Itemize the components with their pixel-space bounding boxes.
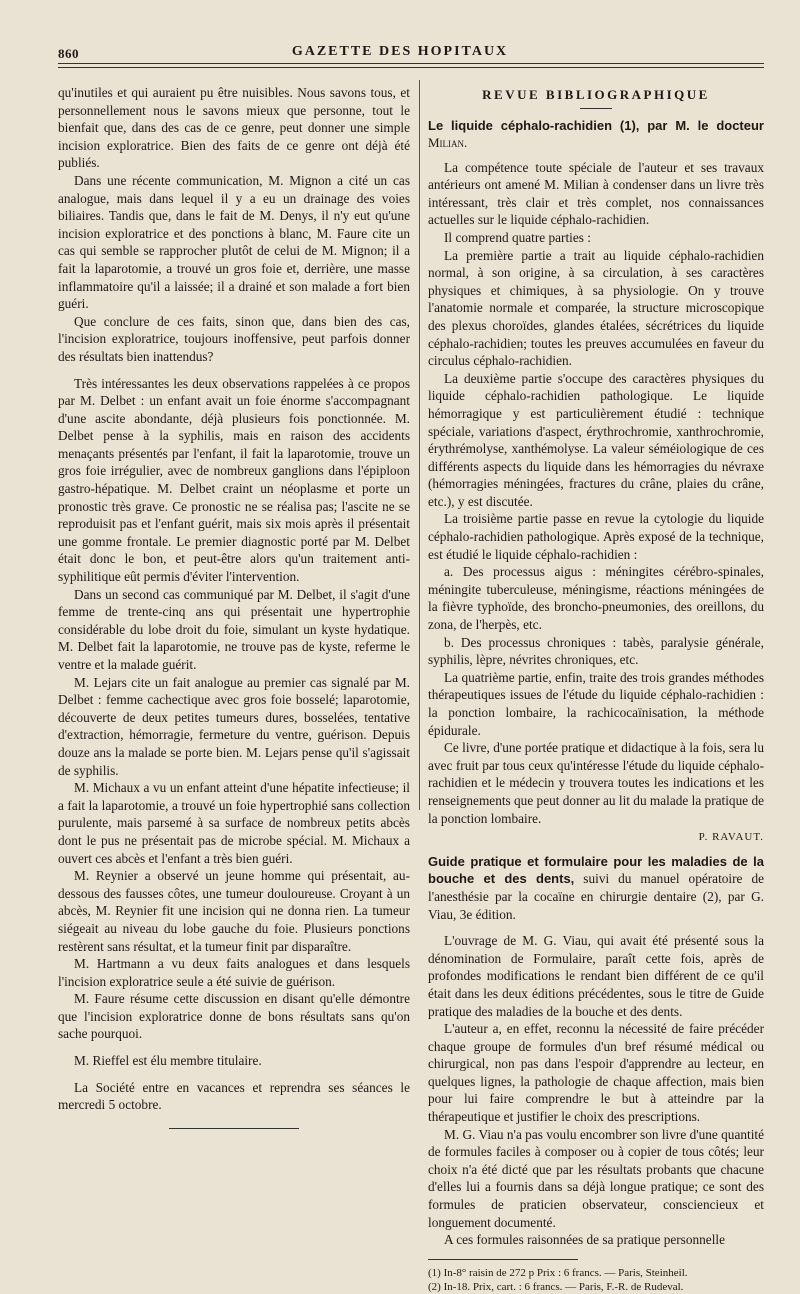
left-column	[58, 84, 410, 1129]
paragraph: Que conclure de ces faits, sinon que, dans bien des cas, l'incision exploratrice, toujours inoffensive, peut parfois donner des résultats bien inattendus?	[58, 313, 410, 364]
footnote: (1) In-8° raisin de 272 p Prix : 6 francs. — Paris, Steinheil.	[428, 1266, 688, 1279]
paragraph: A ces formules raisonnées de sa pratique personnelle	[444, 1232, 725, 1248]
header-rule	[58, 67, 764, 68]
paragraph: M. Michaux a vu un enfant atteint d'une hépatite infectieuse; il a fait la laparotomie, a trouvé un foie hypertrophié sans collection purulente, mais parsemé à sa surface de nombreux petits abcès dont le pus ne présentait pas de microbe spécial. M. Michaux a ouvert ces abcès et l'enfant a très bien guéri.	[58, 780, 410, 866]
section-rule	[580, 108, 612, 109]
paragraph: L'ouvrage de M. G. Viau, qui avait été présenté sous la dénomination de Formulaire, paraît cette fois, après de profondes modifications le rendant bien différent de ce qu'il était dans les deux éditions précédentes, sous le titre de Guide pratique des maladies de la bouche et des dents.	[428, 933, 764, 1019]
article-title	[428, 117, 764, 151]
paragraph: Dans une récente communication, M. Mignon a cité un cas analogue, mais dans lequel il y a eu un drainage des voies biliaires. Tandis que, dans le fait de M. Denys, il n'y eut qu'une incision exploratrice et des ponctions à blanc, M. Faure cite un cas qui semble se rapprocher plutôt de celui de M. Mignon; il a fait la laparotomie, a trouvé un gros foie et, derrière, une masse inflammatoire qu'il a laissée; il a drainé et son malade a fort bien guéri.	[58, 172, 410, 312]
signature: P. RAVAUT.	[698, 831, 764, 844]
paragraph: Ce livre, d'une portée pratique et didactique à la fois, sera lu avec fruit par tous ceux qu'intéresse l'étude du liquide céphalo-rachidien et le médecin y trouvera toutes les indications et les renseignements que peut donner au lit du malade la pratique de la ponction lombaire.	[428, 740, 764, 826]
footnotes-rule	[428, 1259, 578, 1260]
paragraph: qu'inutiles et qui auraient pu être nuisibles. Nous savons tous, et personnellement nous le savons mieux que personne, tout le bienfait que, dans des cas de ce genre, peut donner une simple incision exploratrice. Bien des faits de ce genre ont déjà été publiés.	[58, 85, 410, 171]
paragraph: Dans un second cas communiqué par M. Delbet, il s'agit d'une femme de trente-cinq ans qui présentait une hypertrophie considérable du lobe droit du foie, simulant un kyste hydatique. M. Delbet fait la laparotomie, ne trouve pas de kyste, referme le ventre et la malade guérit.	[58, 586, 410, 672]
paragraph: La première partie a trait au liquide céphalo-rachidien normal, à son origine, à sa circulation, à ses caractères physiques et chimiques, à sa physiologie. On y trouve l'anatomie normale et comparée, la structure microscopique des plexus choroïdes, glandes étalées, sécrétrices du liquide céphalo-rachidien; toutes les preuves accumulées en faveur du circulus céphalo-rachidien.	[428, 247, 764, 369]
paragraph: La Société entre en vacances et reprendra ses séances le mercredi 5 octobre.	[58, 1079, 410, 1113]
article-title-rest: suivi du manuel opératoire de l'anesthésie par la cocaïne en chirurgie dentaire (2), par G. Viau, 3e édition.	[428, 871, 764, 922]
paragraph: Il comprend quatre parties :	[444, 229, 591, 245]
paragraph: M. Reynier a observé un jeune homme qui présentait, au-dessous des fausses côtes, une tumeur douloureuse. Croyant à un abcès, M. Reynier fit une incision qui ne donna rien. La tumeur siégeait au niveau du lobe gauche du foie. Plusieurs ponctions restèrent sans résultat, et la tumeur finit par disparaître.	[58, 868, 410, 954]
paragraph: L'auteur a, en effet, reconnu la nécessité de faire précéder chaque groupe de formules d'un bref résumé médical ou chirurgical, non pas dans l'espoir d'apprendre au lecteur, en quelques lignes, la pathologie de chaque affection, mais bien pour lui faire comprendre le but à atteindre par la thérapeutique et justifier le choix des prescriptions.	[428, 1021, 764, 1125]
paragraph: La troisième partie passe en revue la cytologie du liquide céphalo-rachidien pathologique. Après exposé de la technique, est étudié le liquide céphalo-rachidien :	[428, 511, 764, 562]
end-ornament-rule	[169, 1128, 299, 1129]
paragraph: M. G. Viau n'a pas voulu encombrer son livre d'une quantité de formules faciles à composer ou à copier de tous côtés; leur choix n'a été dicté que par les résultats probants que chacune d'elles lui a fournis dans sa déjà longue pratique; ce sont des formules de praticien observateur, consciencieux et longuement documenté.	[428, 1126, 764, 1230]
article-title-text: Le liquide céphalo-rachidien (1), par M. le docteur	[428, 117, 764, 133]
paragraph: M. Lejars cite un fait analogue au premier cas signalé par M. Delbet : femme cachectique avec gros foie bosselé; laparotomie, découverte de deux petites tumeurs dures, bosselées, tentative d'extraction, hémorragie, fermeture du ventre, guérison. Depuis douze ans la malade se porte bien. M. Lejars pense qu'il s'agissait de syphilis.	[58, 674, 410, 778]
article-title	[428, 853, 764, 923]
section-title: REVUE BIBLIOGRAPHIQUE	[482, 87, 710, 102]
column-divider	[419, 80, 420, 810]
paragraph: La deuxième partie s'occupe des caractères physiques du liquide céphalo-rachidien pathologique. Le liquide hémorragique y est particulièrement étudié : technique spéciale, variations d'aspect, érythrochromie, xanthrochromie, érythrémolyse, xanthémolyse. La valeur séméiologique de ces différents aspects du liquide dans les hémorragies du névraxe (hémorragies méningées, fractures du crâne, plaies du crâne, etc.), y est discutée.	[428, 370, 764, 509]
paragraph: M. Faure résume cette discussion en disant qu'elle démontre que l'incision exploratrice donne de bons résultats sans qu'on sache pourquoi.	[58, 991, 410, 1042]
running-title: GAZETTE DES HOPITAUX	[291, 44, 509, 59]
header-rule	[58, 63, 764, 64]
page-number: 860	[58, 46, 79, 61]
paragraph: a. Des processus aigus : méningites cérébro-spinales, méningite tuberculeuse, méningisme, réactions méningées de la fièvre typhoïde, des broncho-pneumonies, des oreillons, du zona, de l'herpès, etc.	[428, 564, 764, 633]
paragraph: Très intéressantes les deux observations rappelées à ce propos par M. Delbet : un enfant avait un foie énorme s'accompagnant d'une ascite abondante, déjà plusieurs fois ponctionnée. M. Delbet pense à la syphilis, mais en raison des accidents menaçants présentés par l'enfant, il fait la laparotomie, trouve un gros foie irrégulier, avec de nombreux ganglions dans l'épiploon gastro-hépatique. M. Delbet craint un néoplasme et porte un pronostic très grave. Ce pronostic ne se réalisa pas; l'ascite ne se reproduisit pas et l'enfant guérit, mais six mois après il présentait une gomme frontale. Le premier diagnostic porté par M. Delbet était donc le bon, et peut-être alors qu'un traitement anti-syphilitique eût permis d'éviter l'intervention.	[58, 375, 410, 585]
paragraph: M. Rieffel est élu membre titulaire.	[74, 1053, 262, 1069]
article-title-text: Guide pratique et formulaire pour les maladies de la	[428, 853, 764, 869]
paragraph: b. Des processus chroniques : tabès, paralysie générale, syphilis, lèpre, névrites chroniques, etc.	[428, 634, 764, 668]
paragraph: M. Hartmann a vu deux faits analogues et dans lesquels l'incision exploratrice seule a été suivie de guérison.	[58, 956, 410, 989]
article-title-text: bouche et des dents,	[428, 871, 575, 887]
right-column	[428, 84, 764, 1294]
paragraph: La compétence toute spéciale de l'auteur et ses travaux antérieurs ont amené M. Milian à condenser dans un livre très intéressant, très clair et très complet, nos connaissances actuelles sur le liquide céphalo-rachidien.	[428, 159, 764, 228]
paragraph: La quatrième partie, enfin, traite des trois grandes méthodes thérapeutiques issues de l'étude du liquide céphalo-rachidien : la ponction lombaire, la rachicocaïnisation, la méthode épidurale.	[428, 669, 764, 738]
footnote: (2) In-18. Prix, cart. : 6 francs. — Paris, F.-R. de Rudeval.	[428, 1280, 684, 1293]
article-author: Milian.	[428, 134, 468, 150]
